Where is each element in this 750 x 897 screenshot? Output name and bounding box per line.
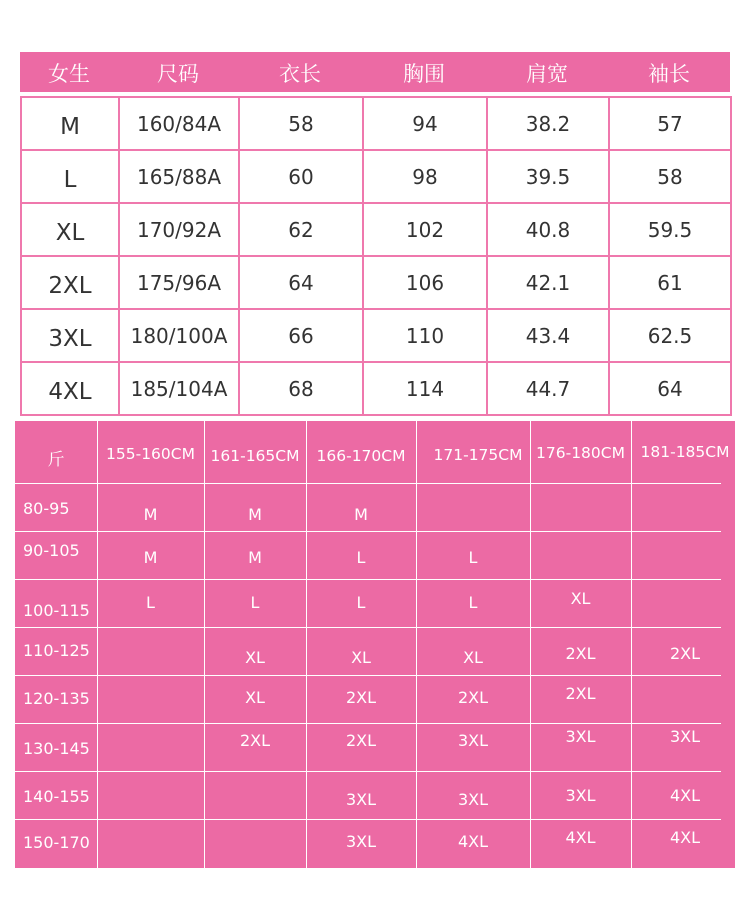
recommended-size: XL xyxy=(351,648,371,667)
shoulder-value: 42.1 xyxy=(487,256,609,309)
length-value: 68 xyxy=(239,362,363,415)
recommended-size: L xyxy=(468,593,478,612)
sleeve-value: 57 xyxy=(609,97,731,150)
recommended-size: 3XL xyxy=(669,727,701,746)
recommended-size: M xyxy=(248,548,262,567)
grid-hline xyxy=(15,675,721,676)
weight-range-label: 130-145 xyxy=(23,739,90,758)
recommended-size: XL xyxy=(245,648,265,667)
length-value: 66 xyxy=(239,309,363,362)
shoulder-value: 44.7 xyxy=(487,362,609,415)
header-gender: 女生 xyxy=(48,62,90,86)
header-length: 衣长 xyxy=(279,62,321,86)
recommended-size: XL xyxy=(463,648,483,667)
recommended-size: L xyxy=(356,548,366,567)
recommended-size: L xyxy=(146,593,155,612)
grid-vline xyxy=(204,421,205,868)
size-chart-table xyxy=(20,96,732,416)
chest-value: 98 xyxy=(363,150,487,203)
height-header: 166-170CM xyxy=(316,447,406,465)
weight-range-label: 110-125 xyxy=(23,641,90,660)
shoulder-value: 38.2 xyxy=(487,97,609,150)
size-chart-row xyxy=(21,150,731,203)
recommended-size: M xyxy=(143,548,158,567)
recommended-size: 2XL xyxy=(345,688,377,707)
recommended-size: 3XL xyxy=(345,790,377,809)
weight-unit-label: 斤 xyxy=(47,450,65,470)
header-size-code: 尺码 xyxy=(157,62,199,86)
shoulder-value: 43.4 xyxy=(487,309,609,362)
height-header: 155-160CM xyxy=(106,445,195,463)
weight-range-label: 120-135 xyxy=(23,689,90,708)
weight-range-label: 80-95 xyxy=(23,499,70,518)
sleeve-value: 64 xyxy=(609,362,731,415)
chest-value: 102 xyxy=(363,203,487,256)
recommended-size: 3XL xyxy=(457,790,489,809)
size-code: 185/104A xyxy=(119,362,239,415)
length-value: 60 xyxy=(239,150,363,203)
size-label: 4XL xyxy=(21,362,119,415)
weight-range-label: 100-115 xyxy=(23,601,90,620)
size-code: 180/100A xyxy=(119,309,239,362)
weight-range-label: 90-105 xyxy=(23,541,80,560)
size-chart-row xyxy=(21,97,731,150)
size-code: 160/84A xyxy=(119,97,239,150)
size-label: M xyxy=(21,97,119,150)
grid-vline xyxy=(631,421,632,868)
size-label: L xyxy=(21,150,119,203)
length-value: 64 xyxy=(239,256,363,309)
grid-hline xyxy=(15,627,721,628)
shoulder-value: 39.5 xyxy=(487,150,609,203)
grid-hline xyxy=(15,771,721,772)
recommended-size: 3XL xyxy=(345,832,377,851)
height-header: 181-185CM xyxy=(640,443,730,461)
size-code: 165/88A xyxy=(119,150,239,203)
recommended-size: 2XL xyxy=(565,684,596,703)
recommended-size: L xyxy=(356,593,366,612)
length-value: 58 xyxy=(239,97,363,150)
recommended-size: 3XL xyxy=(457,731,489,750)
grid-hline xyxy=(15,819,721,820)
recommended-size: L xyxy=(250,593,260,612)
recommended-size: 3XL xyxy=(565,727,596,746)
size-code: 170/92A xyxy=(119,203,239,256)
grid-hline xyxy=(15,579,721,580)
size-chart-row xyxy=(21,309,731,362)
grid-hline xyxy=(15,531,721,532)
length-value: 62 xyxy=(239,203,363,256)
chest-value: 106 xyxy=(363,256,487,309)
size-chart-body xyxy=(20,96,730,405)
recommended-size: 2XL xyxy=(669,644,701,663)
header-chest: 胸围 xyxy=(403,62,445,86)
fit-chart xyxy=(15,421,735,868)
recommended-size: M xyxy=(143,505,158,524)
recommended-size: 2XL xyxy=(239,731,271,750)
recommended-size: 4XL xyxy=(669,828,701,847)
size-chart-row xyxy=(21,362,731,415)
weight-range-label: 140-155 xyxy=(23,787,90,806)
chest-value: 114 xyxy=(363,362,487,415)
height-header: 176-180CM xyxy=(536,444,625,462)
size-chart-header xyxy=(20,52,730,92)
grid-vline xyxy=(97,421,98,868)
recommended-size: XL xyxy=(245,688,265,707)
recommended-size: 2XL xyxy=(345,731,377,750)
recommended-size: 4XL xyxy=(669,786,701,805)
sleeve-value: 61 xyxy=(609,256,731,309)
recommended-size: M xyxy=(354,505,368,524)
weight-range-label: 150-170 xyxy=(23,833,90,852)
sleeve-value: 62.5 xyxy=(609,309,731,362)
header-shoulder: 肩宽 xyxy=(526,62,568,86)
size-label: XL xyxy=(21,203,119,256)
size-chart-row xyxy=(21,203,731,256)
recommended-size: M xyxy=(248,505,262,524)
recommended-size: 3XL xyxy=(565,786,596,805)
size-code: 175/96A xyxy=(119,256,239,309)
recommended-size: L xyxy=(468,548,478,567)
chest-value: 94 xyxy=(363,97,487,150)
recommended-size: 4XL xyxy=(565,828,596,847)
height-header: 171-175CM xyxy=(433,446,523,464)
chest-value: 110 xyxy=(363,309,487,362)
grid-hline xyxy=(15,483,721,484)
header-sleeve: 袖长 xyxy=(648,62,690,86)
recommended-size: 4XL xyxy=(457,832,489,851)
recommended-size: 2XL xyxy=(565,644,596,663)
size-label: 3XL xyxy=(21,309,119,362)
size-chart-row xyxy=(21,256,731,309)
size-label: 2XL xyxy=(21,256,119,309)
height-header: 161-165CM xyxy=(210,447,300,465)
grid-hline xyxy=(15,723,721,724)
sleeve-value: 59.5 xyxy=(609,203,731,256)
recommended-size: 2XL xyxy=(457,688,489,707)
sleeve-value: 58 xyxy=(609,150,731,203)
recommended-size: XL xyxy=(570,589,591,608)
shoulder-value: 40.8 xyxy=(487,203,609,256)
